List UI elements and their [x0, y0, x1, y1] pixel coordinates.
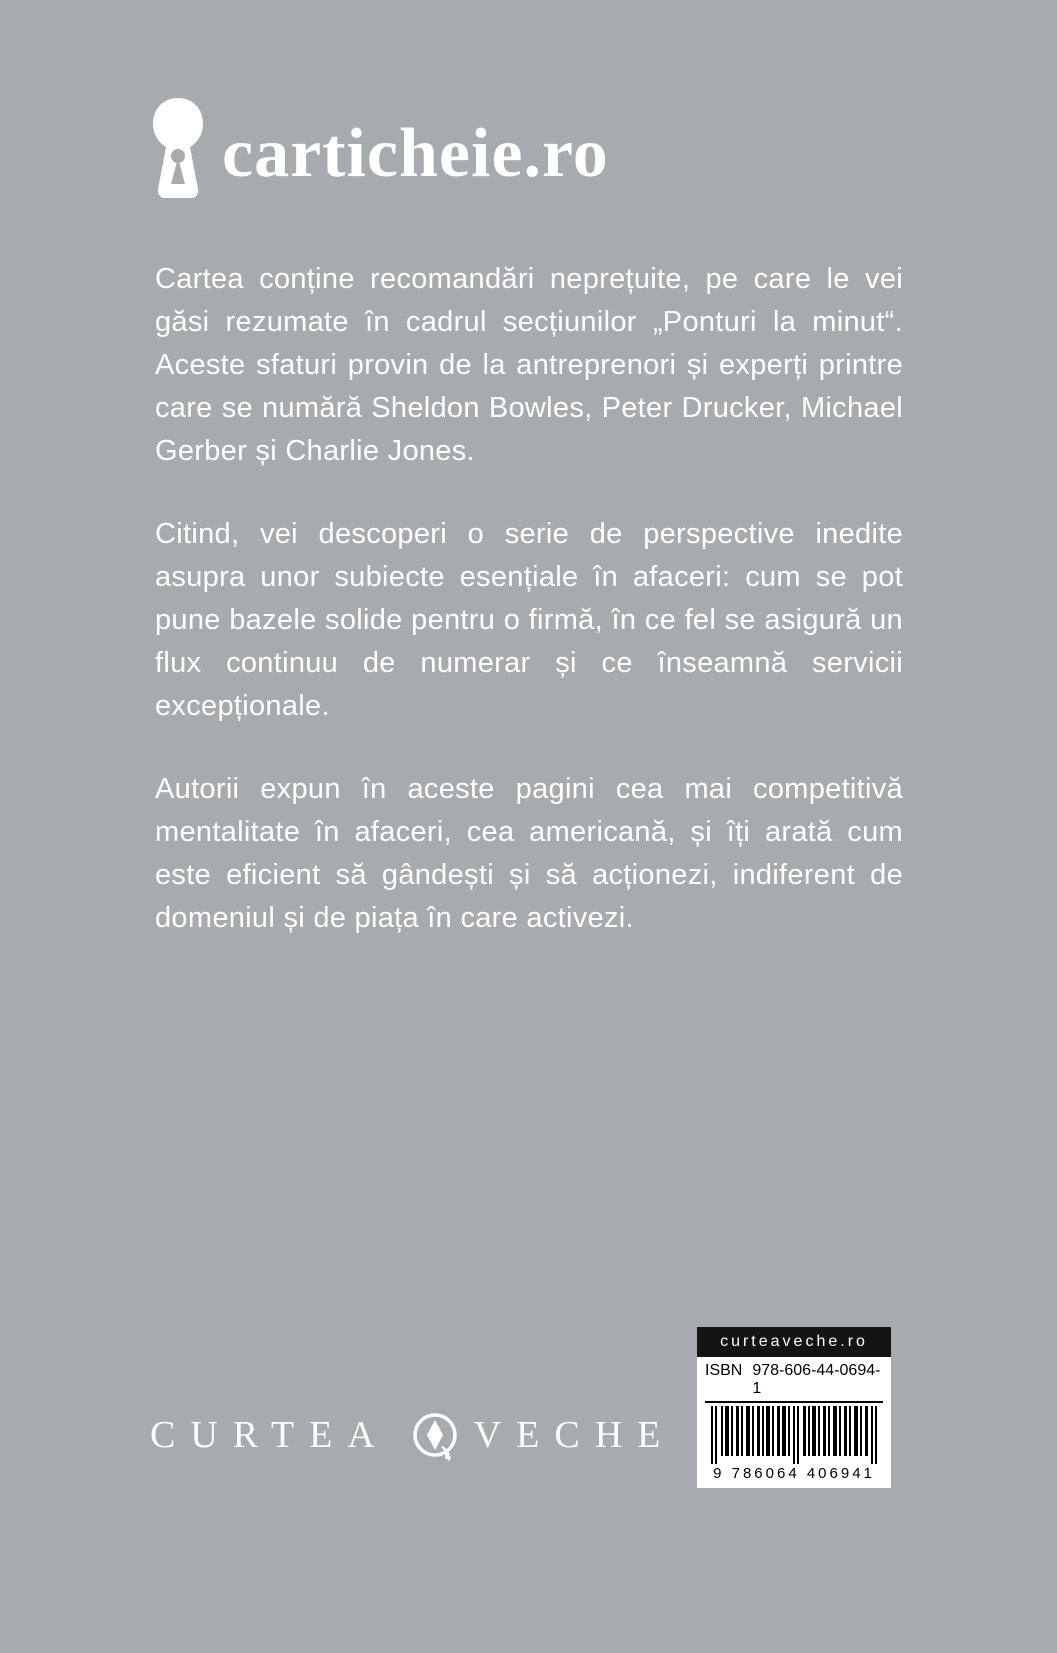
isbn-box [697, 1357, 891, 1488]
isbn-line [705, 1362, 883, 1403]
carticheie-logo [150, 98, 609, 203]
publisher-logo [150, 1408, 675, 1462]
publisher-site-bar: curteaveche.ro [697, 1327, 891, 1357]
paragraph-perspectives: Citind, vei descoperi o serie de perspective inedite asupra unor subiecte esențiale în afaceri: cum se pot pune bazele solide pentru o firmă, în ce fel se asigură un flux continuu de numerar și ce înseamnă servicii excepționale. [155, 518, 903, 722]
publisher-name-right: VECHE [473, 1414, 676, 1456]
keyhole-icon [150, 98, 206, 203]
publisher-ornament-icon [410, 1408, 460, 1462]
barcode-digits: 9 786064 406941 [713, 1465, 875, 1482]
ean-barcode [705, 1406, 883, 1464]
paragraph-recommendations: Cartea conține recomandări neprețuite, pe care le vei găsi rezumate în cadrul secțiunilor „Ponturi la minut“. Aceste sfaturi provin de la antreprenori și experți printre care se numără Sheldon Bowles, Peter Drucker, Michael Gerber și Charlie Jones. [155, 263, 903, 467]
back-cover-copy [155, 258, 903, 980]
logo-text: carticheie.ro [222, 114, 609, 192]
isbn-value: 978-606-44-0694-1 [752, 1362, 881, 1397]
paragraph-authors: Autorii expun în aceste pagini cea mai competitivă mentalitate în afaceri, cea americană, și îți arată cum este eficient să gândești și să acționezi, indiferent de domeniul și de piața în care activezi. [155, 773, 903, 934]
isbn-label: ISBN [705, 1362, 743, 1379]
publisher-name-left: CURTEA [150, 1414, 390, 1456]
barcode-block [697, 1327, 891, 1488]
